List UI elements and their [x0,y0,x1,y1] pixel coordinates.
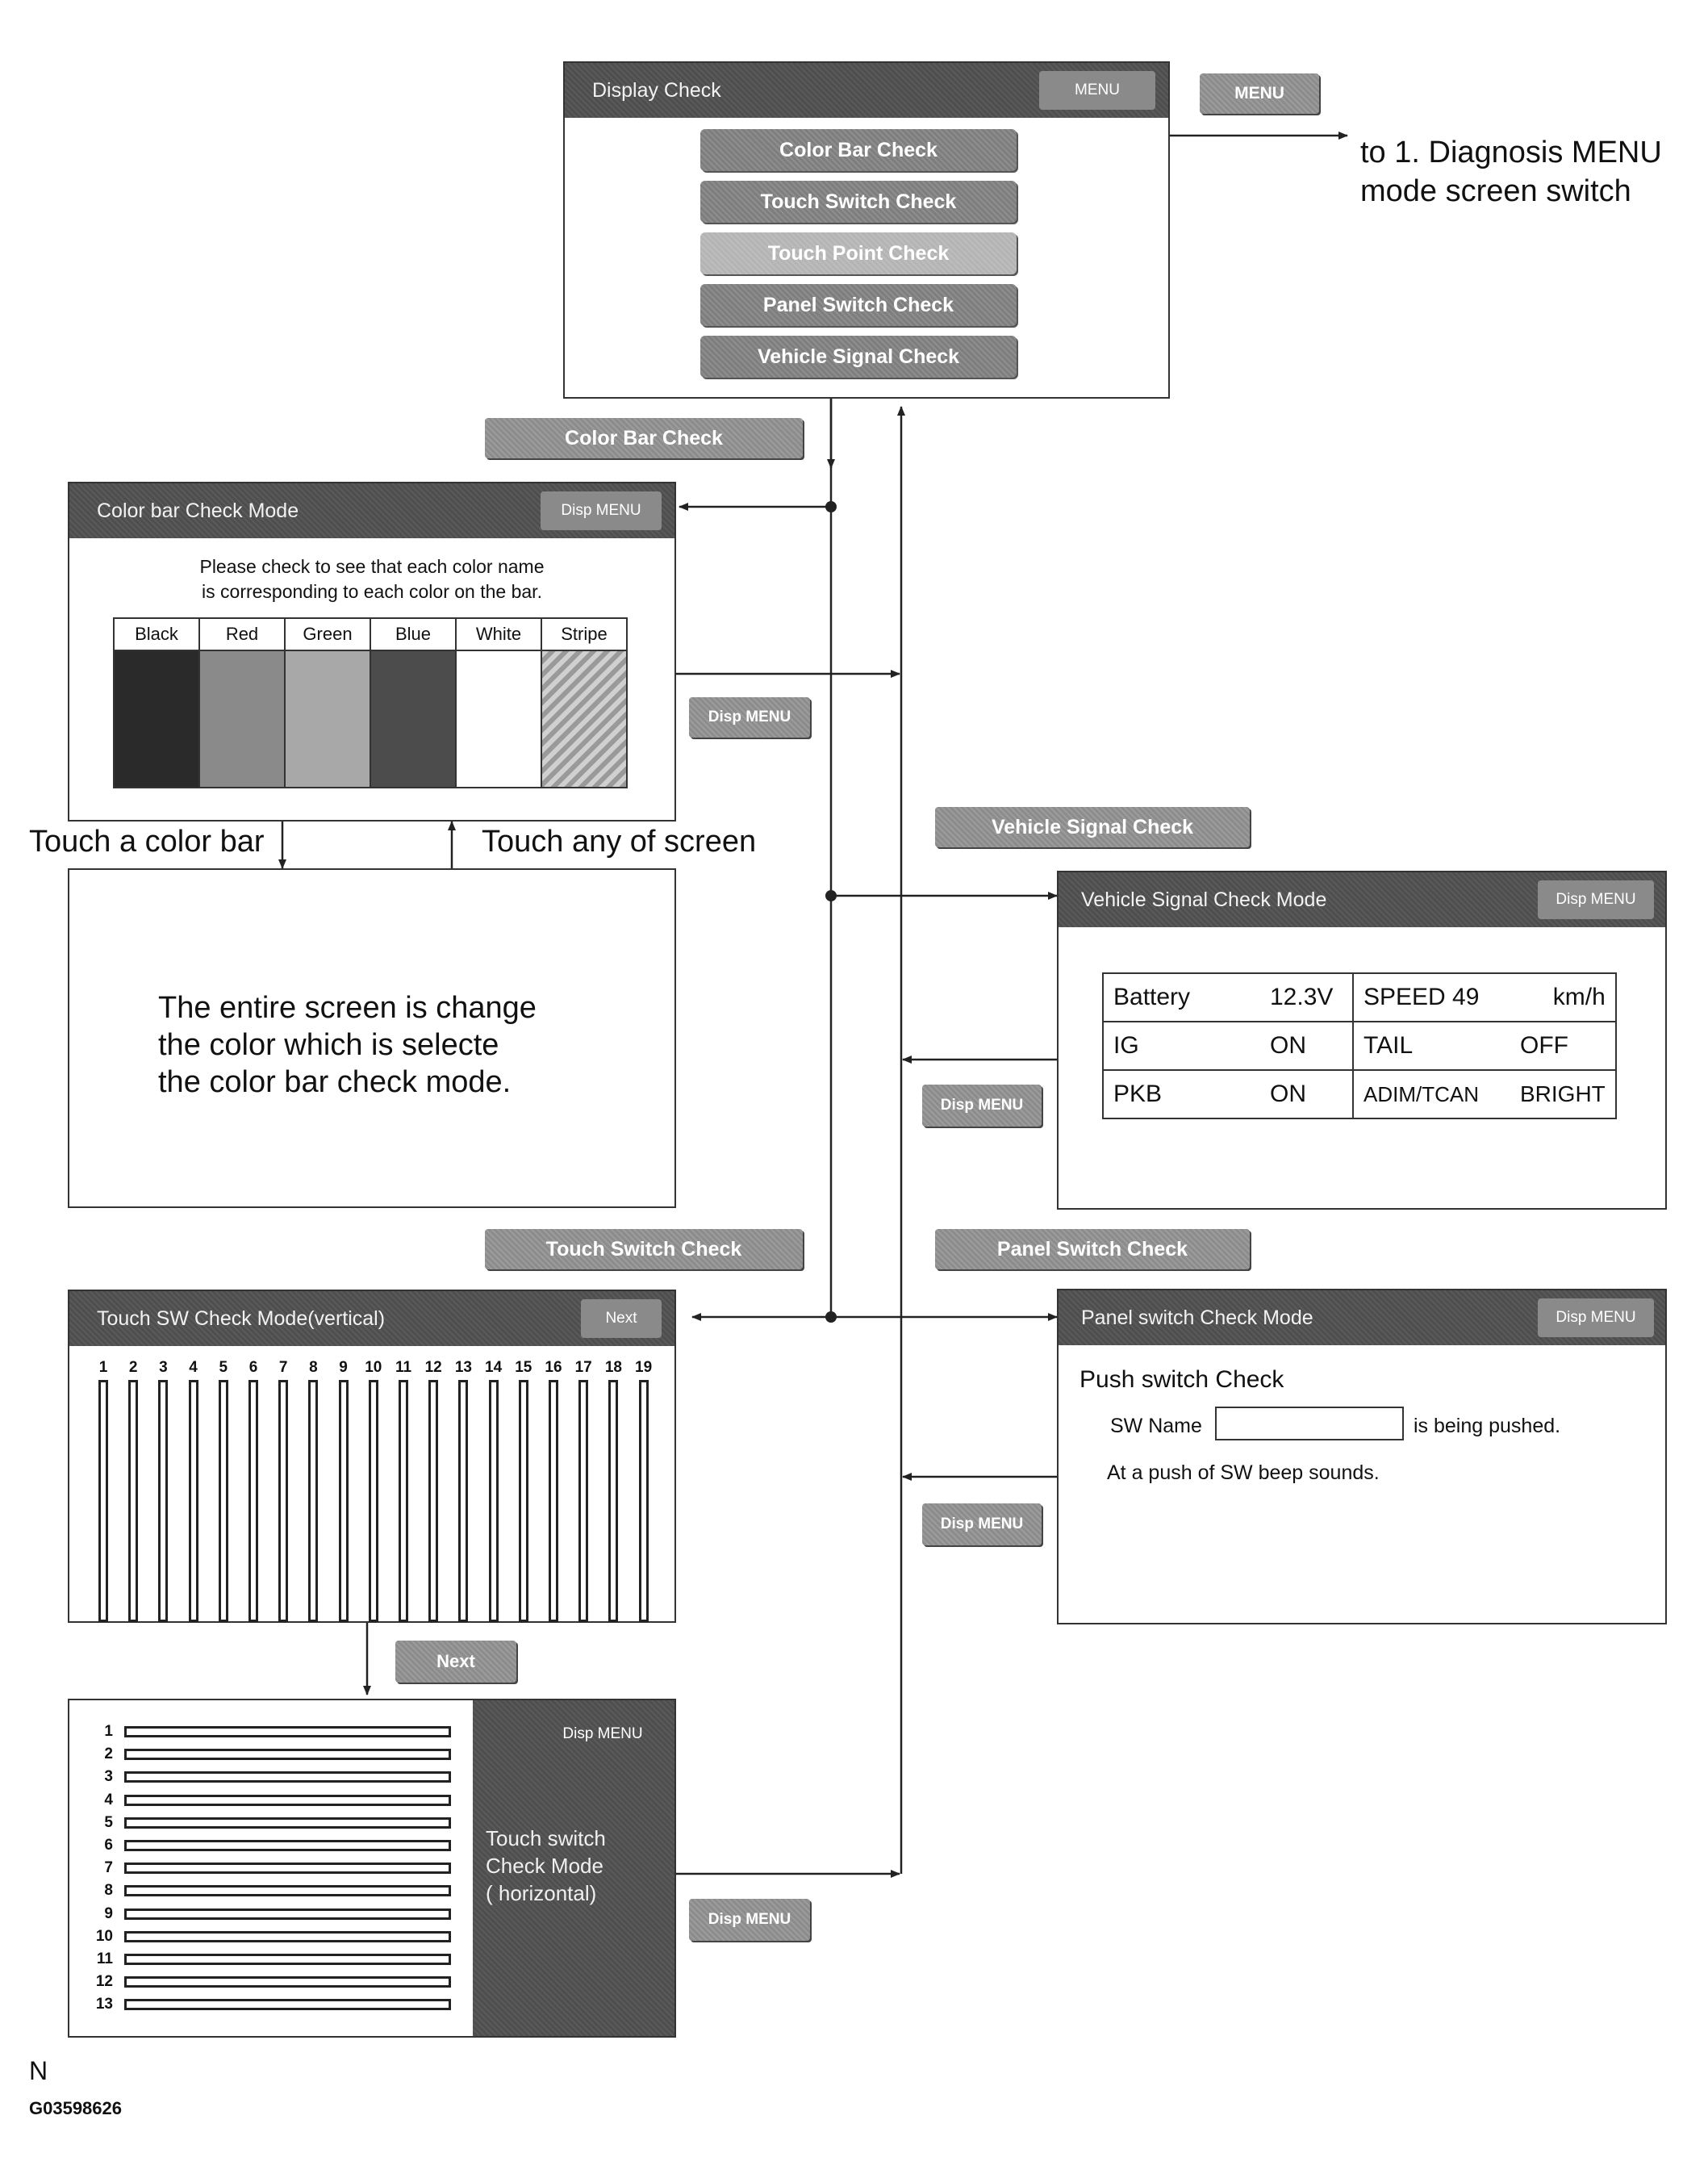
vehicle-signal-screen [1057,871,1667,1210]
vertical-touch-switch[interactable] [639,1380,649,1622]
next-button[interactable]: Next [581,1299,662,1338]
touch-switch-check-button[interactable]: Touch Switch Check [700,181,1017,223]
vertical-touch-switch[interactable] [428,1380,438,1622]
signal-speed-unit: km/h [1510,973,1616,1022]
entire-screen-text-2: the color which is selecte [158,1028,499,1062]
panel-switch-check-key: Panel Switch Check [935,1229,1250,1269]
vertical-switch-area [69,1291,674,1621]
horizontal-touch-switch[interactable] [124,1863,451,1874]
color-bar-stripe[interactable] [541,650,627,788]
horizontal-touch-switch[interactable] [124,1954,451,1965]
vertical-touch-switch[interactable] [128,1380,138,1622]
signal-ig-value: ON [1260,1022,1353,1070]
panel-switch-title: Panel switch Check Mode [1081,1306,1313,1329]
vertical-touch-switch[interactable] [608,1380,618,1622]
horizontal-switch-area [69,1700,473,2036]
horizontal-touch-switch[interactable] [124,1817,451,1829]
horizontal-switch-number: 4 [104,1791,113,1808]
color-bar-blue[interactable] [370,650,456,788]
touch-sw-title: Touch SW Check Mode(vertical) [97,1307,386,1330]
vertical-switch-number: 14 [485,1359,503,1376]
vertical-switch-number: 4 [189,1359,198,1376]
disp-menu-key-vehicle: Disp MENU [922,1085,1042,1127]
disp-menu-button[interactable]: Disp MENU [541,491,662,530]
horizontal-touch-switch[interactable] [124,1795,451,1806]
panel-switch-screen [1057,1289,1667,1624]
color-header-green: Green [285,618,370,650]
vertical-switch-number: 9 [339,1359,348,1376]
touch-switch-check-key: Touch Switch Check [485,1229,803,1269]
horizontal-touch-switch[interactable] [124,1771,451,1783]
entire-screen-text-3: the color bar check mode. [158,1065,512,1099]
signal-tail-value: OFF [1510,1022,1616,1070]
horizontal-switch-number: 1 [104,1723,113,1740]
signal-battery-value: 12.3V [1260,973,1353,1022]
touch-sw-horizontal-screen [68,1699,676,2038]
vertical-touch-switch[interactable] [458,1380,468,1622]
vertical-switch-number: 3 [159,1359,168,1376]
horizontal-title-1: Touch switch [486,1826,606,1850]
vertical-touch-switch[interactable] [98,1380,108,1622]
signal-adim-value: BRIGHT [1510,1070,1616,1118]
footer-n: N [29,2056,48,2085]
panel-switch-check-button[interactable]: Panel Switch Check [700,284,1017,326]
touch-color-bar-label: Touch a color bar [29,825,265,859]
disp-menu-button[interactable]: Disp MENU [562,1725,643,1742]
touch-point-check-button[interactable]: Touch Point Check [700,232,1017,274]
horizontal-switch-number: 7 [104,1859,113,1877]
horizontal-switch-number: 11 [96,1950,113,1967]
touch-any-screen-label: Touch any of screen [482,825,757,859]
vertical-touch-switch[interactable] [489,1380,499,1622]
horizontal-switch-number: 12 [95,1973,113,1991]
horizontal-switch-number: 2 [104,1745,113,1763]
disp-menu-button[interactable]: Disp MENU [1538,880,1654,919]
vertical-touch-switch[interactable] [278,1380,288,1622]
junction-dots [825,501,837,1323]
being-pushed-label: is being pushed. [1414,1415,1561,1437]
touch-sw-vertical-screen [68,1290,676,1623]
disp-menu-button[interactable]: Disp MENU [1538,1298,1654,1337]
horizontal-touch-switch[interactable] [124,1749,451,1760]
color-header-stripe: Stripe [541,618,627,650]
vertical-switch-number: 1 [98,1359,108,1376]
to-diagnosis-label-2: mode screen switch [1360,174,1631,208]
horizontal-switch-number: 8 [104,1882,113,1900]
vertical-touch-switch[interactable] [519,1380,528,1622]
color-bar-check-screen [68,482,676,822]
signal-speed-label: SPEED 49 [1353,973,1510,1022]
horizontal-touch-switch[interactable] [124,1840,451,1851]
vertical-touch-switch[interactable] [399,1380,408,1622]
sw-name-field [1215,1407,1404,1440]
horizontal-title-2: Check Mode [486,1854,603,1878]
color-bar-check-key: Color Bar Check [485,418,803,458]
vertical-touch-switch[interactable] [219,1380,228,1622]
display-check-title: Display Check [592,79,721,102]
menu-key: MENU [1200,73,1319,114]
horizontal-touch-switch[interactable] [124,1976,451,1988]
footer-code: G03598626 [29,2098,122,2118]
signal-pkb-label: PKB [1103,1070,1260,1118]
vertical-touch-switch[interactable] [248,1380,258,1622]
signal-tail-label: TAIL [1353,1022,1510,1070]
color-bar-green[interactable] [285,650,370,788]
vehicle-signal-check-key: Vehicle Signal Check [935,807,1250,847]
vehicle-signal-table [1102,972,1617,1119]
color-bar-black[interactable] [114,650,199,788]
signal-adim-label: ADIM/TCAN [1353,1070,1510,1118]
color-bar-instruction-2: is corresponding to each color on the bar. [202,581,542,602]
color-bar-red[interactable] [199,650,285,788]
horizontal-switch-number: 5 [104,1813,113,1831]
horizontal-touch-switch[interactable] [124,1999,451,2010]
horizontal-touch-switch[interactable] [124,1726,451,1737]
horizontal-touch-switch[interactable] [124,1931,451,1942]
vertical-switch-number: 2 [128,1359,138,1376]
color-bar-instruction-1: Please check to see that each color name [199,556,545,577]
horizontal-switch-number: 6 [104,1837,113,1854]
vertical-switch-number: 11 [395,1359,412,1376]
menu-button[interactable]: MENU [1039,71,1155,110]
vertical-touch-switch[interactable] [339,1380,349,1622]
color-bar-title: Color bar Check Mode [97,500,299,522]
color-header-red: Red [199,618,285,650]
vertical-switch-number: 7 [278,1359,288,1376]
vertical-touch-switch[interactable] [158,1380,168,1622]
vertical-switch-number: 12 [424,1359,442,1376]
vertical-switch-number: 17 [574,1359,592,1376]
vertical-touch-switch[interactable] [549,1380,558,1622]
vertical-switch-number: 18 [604,1359,622,1376]
vehicle-signal-check-button[interactable]: Vehicle Signal Check [700,336,1017,378]
beep-note: At a push of SW beep sounds. [1107,1461,1380,1484]
vertical-switch-number: 10 [365,1359,382,1376]
entire-screen-text-1: The entire screen is change [158,991,537,1025]
vertical-switch-number: 15 [515,1359,532,1376]
color-bar-table [113,617,628,788]
vertical-switch-number: 13 [454,1359,472,1376]
color-header-white: White [456,618,541,650]
signal-battery-label: Battery [1103,973,1260,1022]
horizontal-switch-number: 9 [104,1904,113,1922]
vehicle-signal-title: Vehicle Signal Check Mode [1081,888,1327,911]
display-check-screen [563,61,1170,399]
signal-ig-label: IG [1103,1022,1260,1070]
color-header-black: Black [114,618,199,650]
horizontal-switch-number: 10 [95,1927,113,1945]
vertical-switch-number: 8 [309,1359,318,1376]
vertical-touch-switch[interactable] [308,1380,318,1622]
sw-name-label: SW Name [1110,1415,1202,1437]
disp-menu-key-color: Disp MENU [689,697,810,738]
horizontal-touch-switch[interactable] [124,1885,451,1896]
to-diagnosis-label-1: to 1. Diagnosis MENU [1360,136,1662,169]
signal-pkb-value: ON [1260,1070,1353,1118]
disp-menu-key-panel: Disp MENU [922,1503,1042,1545]
horizontal-title-3: ( horizontal) [486,1881,597,1905]
vertical-switch-number: 19 [635,1359,653,1376]
vertical-touch-switch[interactable] [369,1380,378,1622]
disp-menu-key-horizontal: Disp MENU [689,1899,810,1941]
vertical-touch-switch[interactable] [189,1380,198,1622]
horizontal-switch-number: 3 [104,1768,113,1786]
next-key: Next [395,1641,516,1683]
vertical-switch-number: 16 [545,1359,562,1376]
vertical-touch-switch[interactable] [578,1380,588,1622]
horizontal-touch-switch[interactable] [124,1909,451,1920]
full-color-screen[interactable] [68,868,676,1208]
color-bar-white[interactable] [456,650,541,788]
color-header-blue: Blue [370,618,456,650]
vertical-switch-number: 6 [248,1359,258,1376]
color-bar-check-button[interactable]: Color Bar Check [700,129,1017,171]
push-switch-heading: Push switch Check [1080,1366,1284,1393]
horizontal-switch-number: 13 [95,1996,113,2013]
horizontal-side-panel [473,1700,674,2036]
vertical-switch-number: 5 [219,1359,228,1376]
